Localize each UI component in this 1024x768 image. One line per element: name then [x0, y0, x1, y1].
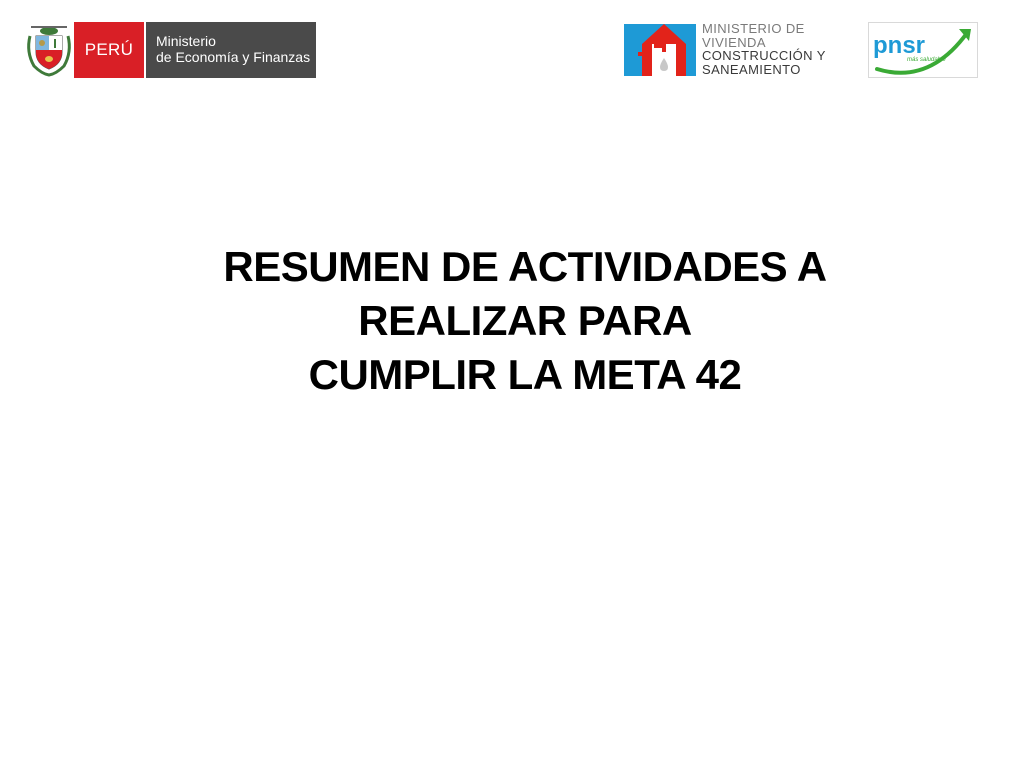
- title-line2: REALIZAR PARA: [358, 297, 692, 344]
- mef-country-label: PERÚ: [74, 22, 144, 78]
- vivienda-line1: MINISTERIO DE: [702, 21, 805, 36]
- mef-logo: [24, 22, 316, 78]
- title-line1: RESUMEN DE ACTIVIDADES A: [223, 243, 827, 290]
- vivienda-logo: [624, 22, 856, 78]
- title-line3: CUMPLIR LA META 42: [308, 351, 742, 398]
- mef-ministry-name: [146, 22, 316, 78]
- pnsr-tagline: más saludable: [907, 57, 946, 63]
- vivienda-line2: VIVIENDA: [702, 34, 766, 50]
- pnsr-logo: [868, 22, 978, 78]
- mef-name-line1: Ministerio: [156, 33, 216, 49]
- pnsr-wordmark: pnsr: [873, 32, 926, 59]
- peru-coat-of-arms-icon: [24, 22, 74, 78]
- house-water-drop-icon: [624, 22, 696, 76]
- vivienda-line4: SANEAMIENTO: [702, 61, 801, 77]
- slide-title: [100, 240, 950, 402]
- vivienda-ministry-name: [696, 22, 856, 78]
- mef-name-line2: de Economía y Finanzas: [156, 49, 311, 65]
- vivienda-line3: CONSTRUCCIÓN Y: [702, 48, 826, 63]
